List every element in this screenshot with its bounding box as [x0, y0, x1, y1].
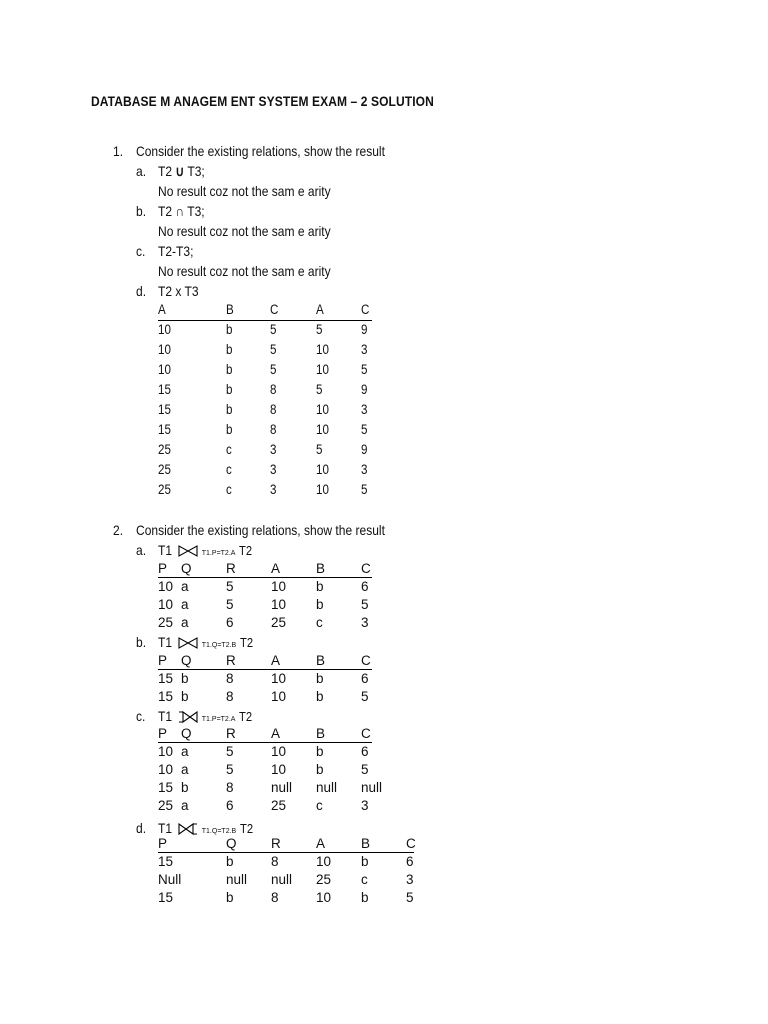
table-cell: a [181, 597, 189, 612]
left-outer-join-icon [178, 711, 198, 723]
q2b-left: T1 [158, 634, 173, 650]
document-title: DATABASE M ANAGEM ENT SYSTEM EXAM – 2 SOLUTION [91, 93, 434, 109]
column-header: A [316, 302, 324, 317]
table-cell: 8 [226, 780, 234, 795]
table-cell: b [226, 322, 233, 337]
table-cell: 3 [361, 402, 368, 417]
table-cell: 5 [361, 597, 369, 612]
table-cell: 10 [316, 854, 332, 869]
column-header: A [271, 726, 281, 741]
table-cell: 10 [158, 342, 171, 357]
table-cell: 10 [158, 597, 174, 612]
column-header: A [271, 561, 281, 576]
header-underline [158, 852, 414, 853]
table-cell: b [226, 890, 234, 905]
table-cell: 6 [361, 671, 369, 686]
table-cell: 25 [271, 798, 287, 813]
q2d-right: T2 [240, 821, 254, 836]
column-header: Q [181, 653, 192, 668]
union-icon: ∪ [175, 163, 185, 179]
table-cell: 10 [316, 890, 332, 905]
table-cell: 10 [271, 689, 287, 704]
table-cell: b [316, 744, 324, 759]
table-cell: 6 [226, 798, 234, 813]
table-cell: 5 [270, 362, 277, 377]
table-cell: 5 [226, 579, 234, 594]
q1c-letter: c. [136, 243, 146, 259]
table-cell: 8 [271, 890, 279, 905]
table-cell: b [226, 402, 233, 417]
table-cell: b [181, 689, 189, 704]
table-cell: 15 [158, 890, 174, 905]
table-cell: 10 [316, 462, 329, 477]
table-cell: 25 [158, 442, 171, 457]
table-cell: a [181, 762, 189, 777]
q2d-left: T1 [158, 820, 173, 836]
q1a-right: T3; [184, 163, 205, 179]
table-cell: c [316, 798, 323, 813]
column-header: C [361, 561, 371, 576]
table-cell: 15 [158, 854, 174, 869]
column-header: P [158, 836, 168, 851]
q1a-letter: a. [136, 163, 147, 179]
intersection-icon: ∩ [175, 203, 185, 219]
table-cell: a [181, 798, 189, 813]
column-header: C [406, 836, 416, 851]
table-cell: b [226, 854, 234, 869]
table-cell: c [226, 442, 232, 457]
column-header: C [361, 302, 370, 317]
table-cell: 8 [270, 382, 277, 397]
table-cell: null [271, 872, 293, 887]
table-cell: 25 [158, 615, 174, 630]
table-cell: 5 [361, 482, 368, 497]
q1d-letter: d. [136, 283, 147, 299]
table-cell: b [361, 890, 369, 905]
q2c-right: T2 [239, 709, 253, 724]
table-cell: b [316, 597, 324, 612]
table-cell: 10 [158, 579, 174, 594]
table-cell: 10 [271, 671, 287, 686]
column-header: Q [181, 726, 192, 741]
q1d-expression: T2 x T3 [158, 283, 199, 299]
table-cell: 6 [226, 615, 234, 630]
header-underline [158, 577, 372, 578]
table-cell: b [316, 689, 324, 704]
table-cell: 15 [158, 382, 171, 397]
table-cell: 5 [316, 442, 323, 457]
table-cell: 5 [226, 597, 234, 612]
column-header: A [316, 836, 326, 851]
q1b-expression [158, 201, 205, 221]
table-cell: null [316, 780, 338, 795]
q1-text: Consider the existing relations, show the result [136, 143, 385, 159]
column-header: B [226, 302, 234, 317]
table-cell: 10 [158, 744, 174, 759]
column-header: R [226, 653, 236, 668]
table-cell: 15 [158, 402, 171, 417]
table-cell: null [361, 780, 383, 795]
table-cell: c [316, 615, 323, 630]
q1a-answer: No result coz not the sam e arity [158, 183, 331, 199]
table-cell: 8 [270, 402, 277, 417]
table-cell: 5 [361, 362, 368, 377]
table-cell: b [226, 342, 233, 357]
q2a-left: T1 [158, 542, 173, 558]
q2b-letter: b. [136, 634, 147, 650]
table-cell: null [226, 872, 248, 887]
right-outer-join-icon [178, 823, 198, 835]
q2a-expression [158, 540, 255, 564]
table-cell: 9 [361, 382, 368, 397]
table-cell: 3 [361, 798, 369, 813]
q1a-expression [158, 161, 205, 181]
table-cell: 9 [361, 322, 368, 337]
natural-join-icon [178, 637, 198, 649]
header-underline [158, 320, 372, 321]
table-cell: 15 [158, 671, 174, 686]
table-cell: 10 [158, 362, 171, 377]
q2b-expression [158, 632, 255, 656]
table-cell: 10 [158, 322, 171, 337]
column-header: R [226, 561, 236, 576]
column-header: A [158, 302, 166, 317]
table-cell: a [181, 579, 189, 594]
table-cell: 25 [316, 872, 332, 887]
table-cell: 10 [271, 762, 287, 777]
q1c-expression: T2-T3; [158, 243, 194, 259]
table-cell: b [181, 780, 189, 795]
table-cell: 10 [158, 762, 174, 777]
table-cell: 5 [270, 342, 277, 357]
q1c-answer: No result coz not the sam e arity [158, 263, 331, 279]
column-header: C [361, 726, 371, 741]
q1b-answer: No result coz not the sam e arity [158, 223, 331, 239]
table-cell: 25 [271, 615, 287, 630]
table-cell: 10 [316, 402, 329, 417]
table-cell: 6 [361, 744, 369, 759]
table-cell: 15 [158, 780, 174, 795]
q2c-condition: T1.P=T2.A [201, 716, 236, 723]
q2-number: 2. [113, 522, 124, 538]
table-cell: b [226, 382, 233, 397]
q2c-letter: c. [136, 708, 146, 724]
table-cell: c [226, 462, 232, 477]
table-cell: 10 [316, 422, 329, 437]
column-header: Q [181, 561, 192, 576]
table-cell: b [316, 579, 324, 594]
table-cell: 10 [271, 597, 287, 612]
table-cell: 8 [226, 689, 234, 704]
table-cell: b [226, 422, 233, 437]
table-cell: 25 [158, 798, 174, 813]
table-cell: Null [158, 872, 182, 887]
q2c-left: T1 [158, 708, 173, 724]
table-cell: 5 [270, 322, 277, 337]
column-header: R [271, 836, 281, 851]
column-header: C [361, 653, 371, 668]
q1b-right: T3; [184, 203, 205, 219]
table-cell: 3 [361, 462, 368, 477]
table-cell: a [181, 744, 189, 759]
column-header: B [316, 653, 326, 668]
table-cell: b [316, 671, 324, 686]
table-cell: null [271, 780, 293, 795]
q1b-letter: b. [136, 203, 147, 219]
header-underline [158, 742, 372, 743]
table-cell: 6 [406, 854, 414, 869]
table-cell: b [226, 362, 233, 377]
table-cell: b [181, 671, 189, 686]
table-cell: 10 [316, 362, 329, 377]
table-cell: 3 [270, 442, 277, 457]
table-cell: 25 [158, 462, 171, 477]
column-header: P [158, 726, 168, 741]
table-cell: 3 [270, 482, 277, 497]
column-header: B [361, 836, 371, 851]
column-header: B [316, 726, 326, 741]
column-header: C [270, 302, 279, 317]
table-cell: 3 [406, 872, 414, 887]
q2a-letter: a. [136, 542, 147, 558]
column-header: A [271, 653, 281, 668]
table-cell: 6 [361, 579, 369, 594]
table-cell: 15 [158, 422, 171, 437]
q2d-expression [158, 818, 255, 842]
table-cell: 5 [316, 322, 323, 337]
table-cell: 10 [316, 482, 329, 497]
q2a-right: T2 [239, 543, 253, 558]
q1-number: 1. [113, 143, 124, 159]
table-cell: 15 [158, 689, 174, 704]
table-cell: 8 [271, 854, 279, 869]
column-header: R [226, 726, 236, 741]
q1b-left: T2 [158, 203, 176, 219]
q2d-letter: d. [136, 820, 147, 836]
table-cell: b [316, 762, 324, 777]
column-header: P [158, 653, 168, 668]
table-cell: a [181, 615, 189, 630]
q1a-left: T2 [158, 163, 176, 179]
table-cell: 25 [158, 482, 171, 497]
table-cell: 3 [361, 615, 369, 630]
table-cell: 8 [226, 671, 234, 686]
table-cell: c [226, 482, 232, 497]
table-cell: 10 [271, 744, 287, 759]
q2a-condition: T1.P=T2.A [201, 550, 236, 557]
table-cell: 3 [361, 342, 368, 357]
natural-join-icon [178, 545, 198, 557]
table-cell: b [361, 854, 369, 869]
table-cell: 9 [361, 442, 368, 457]
q2-text: Consider the existing relations, show the result [136, 522, 385, 538]
table-cell: 3 [270, 462, 277, 477]
q2c-expression [158, 706, 255, 730]
q2b-right: T2 [240, 635, 254, 650]
table-cell: 5 [226, 762, 234, 777]
column-header: P [158, 561, 168, 576]
table-cell: 5 [316, 382, 323, 397]
table-cell: 5 [361, 689, 369, 704]
q2b-condition: T1.Q=T2.B [201, 642, 237, 649]
table-cell: c [361, 872, 368, 887]
table-cell: 8 [270, 422, 277, 437]
column-header: Q [226, 836, 237, 851]
header-underline [158, 669, 372, 670]
table-cell: 5 [406, 890, 414, 905]
table-cell: 10 [316, 342, 329, 357]
table-cell: 5 [361, 762, 369, 777]
table-cell: 5 [361, 422, 368, 437]
q2d-condition: T1.Q=T2.B [201, 828, 237, 835]
table-cell: 10 [271, 579, 287, 594]
column-header: B [316, 561, 326, 576]
table-cell: 5 [226, 744, 234, 759]
